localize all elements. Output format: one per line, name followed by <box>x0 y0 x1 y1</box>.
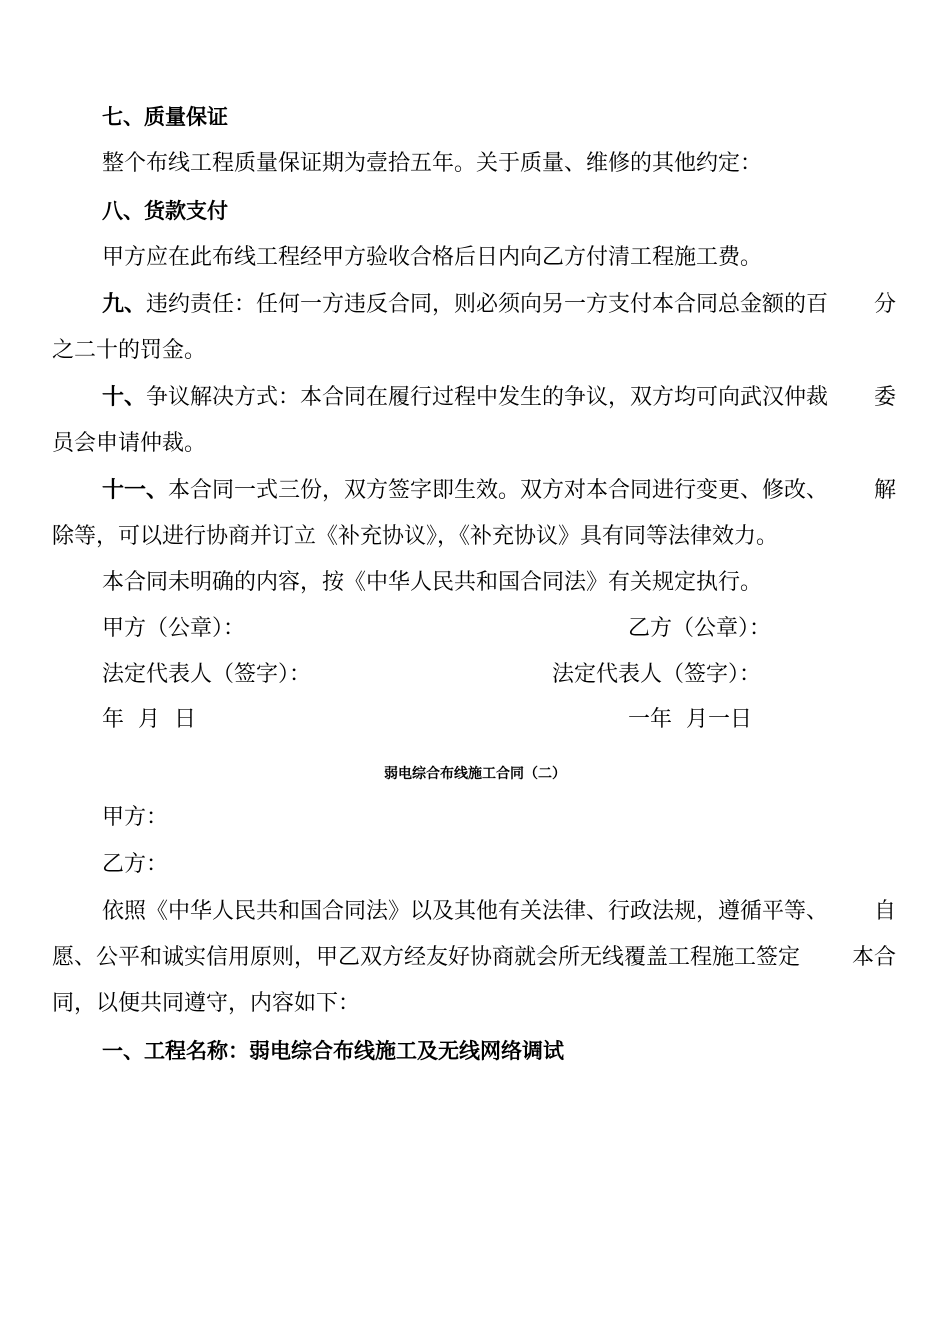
contract-2-item-1-heading: 一、工程名称：弱电综合布线施工及无线网络调试 <box>102 1039 564 1063</box>
party-a-seal: 甲方（公章）： <box>102 616 246 641</box>
section-7-body: 整个布线工程质量保证期为壹拾五年。关于质量、维修的其他约定： <box>102 151 763 176</box>
section-10-line-1 <box>102 383 896 413</box>
section-9-tail: 分 <box>873 292 896 317</box>
contract-2-intro-line-2 <box>52 943 896 973</box>
section-9-label: 九、 <box>102 292 147 317</box>
section-10-text: 争议解决方式：本合同在履行过程中发生的争议，双方均可向武汉仲裁 <box>146 385 829 410</box>
closing-clause: 本合同未明确的内容，按《中华人民共和国合同法》有关规定执行。 <box>102 570 763 595</box>
section-11-text: 本合同一式三份，双方签字即生效。双方对本合同进行变更、修改、 <box>168 478 829 503</box>
section-11-line-2: 除等，可以进行协商并订立《补充协议》，《补充协议》具有同等法律效力。 <box>52 524 779 549</box>
section-10-label: 十、 <box>102 385 147 410</box>
contract-2-intro-text-1: 依照《中华人民共和国合同法》以及其他有关法律、行政法规，遵循平等、 <box>102 899 829 924</box>
section-9-line-1 <box>102 290 896 320</box>
section-7-heading: 七、质量保证 <box>102 105 228 129</box>
party-b-representative: 法定代表人（签字）： <box>552 662 762 687</box>
section-11-line-1 <box>102 476 896 506</box>
contract-2-intro-text-2: 愿、公平和诚实信用原则，甲乙双方经友好协商就会所无线覆盖工程施工签定 <box>52 945 801 970</box>
contract-2-party-b: 乙方： <box>102 852 169 877</box>
contract-2-intro-line-1 <box>102 897 896 927</box>
contract-2-intro-line-3: 同，以便共同遵守，内容如下： <box>52 991 361 1016</box>
contract-2-intro-tail-2: 本合 <box>851 945 896 970</box>
party-b-seal: 乙方（公章）： <box>628 616 772 641</box>
section-11-tail: 解 <box>873 478 896 503</box>
contract-2-intro-tail-1: 自 <box>873 899 896 924</box>
section-8-heading: 八、货款支付 <box>102 199 228 223</box>
contract-2-title: 弱电综合布线施工合同（二） <box>384 766 566 782</box>
party-a-representative: 法定代表人（签字）： <box>102 662 312 687</box>
party-a-date: 年 月 日 <box>102 707 196 732</box>
contract-2-party-a: 甲方： <box>102 805 169 830</box>
section-9-text: 违约责任：任何一方违反合同，则必须向另一方支付本合同总金额的百 <box>146 292 829 317</box>
section-8-body: 甲方应在此布线工程经甲方验收合格后日内向乙方付清工程施工费。 <box>102 245 763 270</box>
section-10-line-2: 员会申请仲裁。 <box>52 431 207 456</box>
party-b-date: 一年 月一日 <box>628 707 752 732</box>
section-10-tail: 委 <box>873 385 896 410</box>
section-11-label: 十一、 <box>102 478 169 503</box>
section-9-line-2: 之二十的罚金。 <box>52 338 207 363</box>
